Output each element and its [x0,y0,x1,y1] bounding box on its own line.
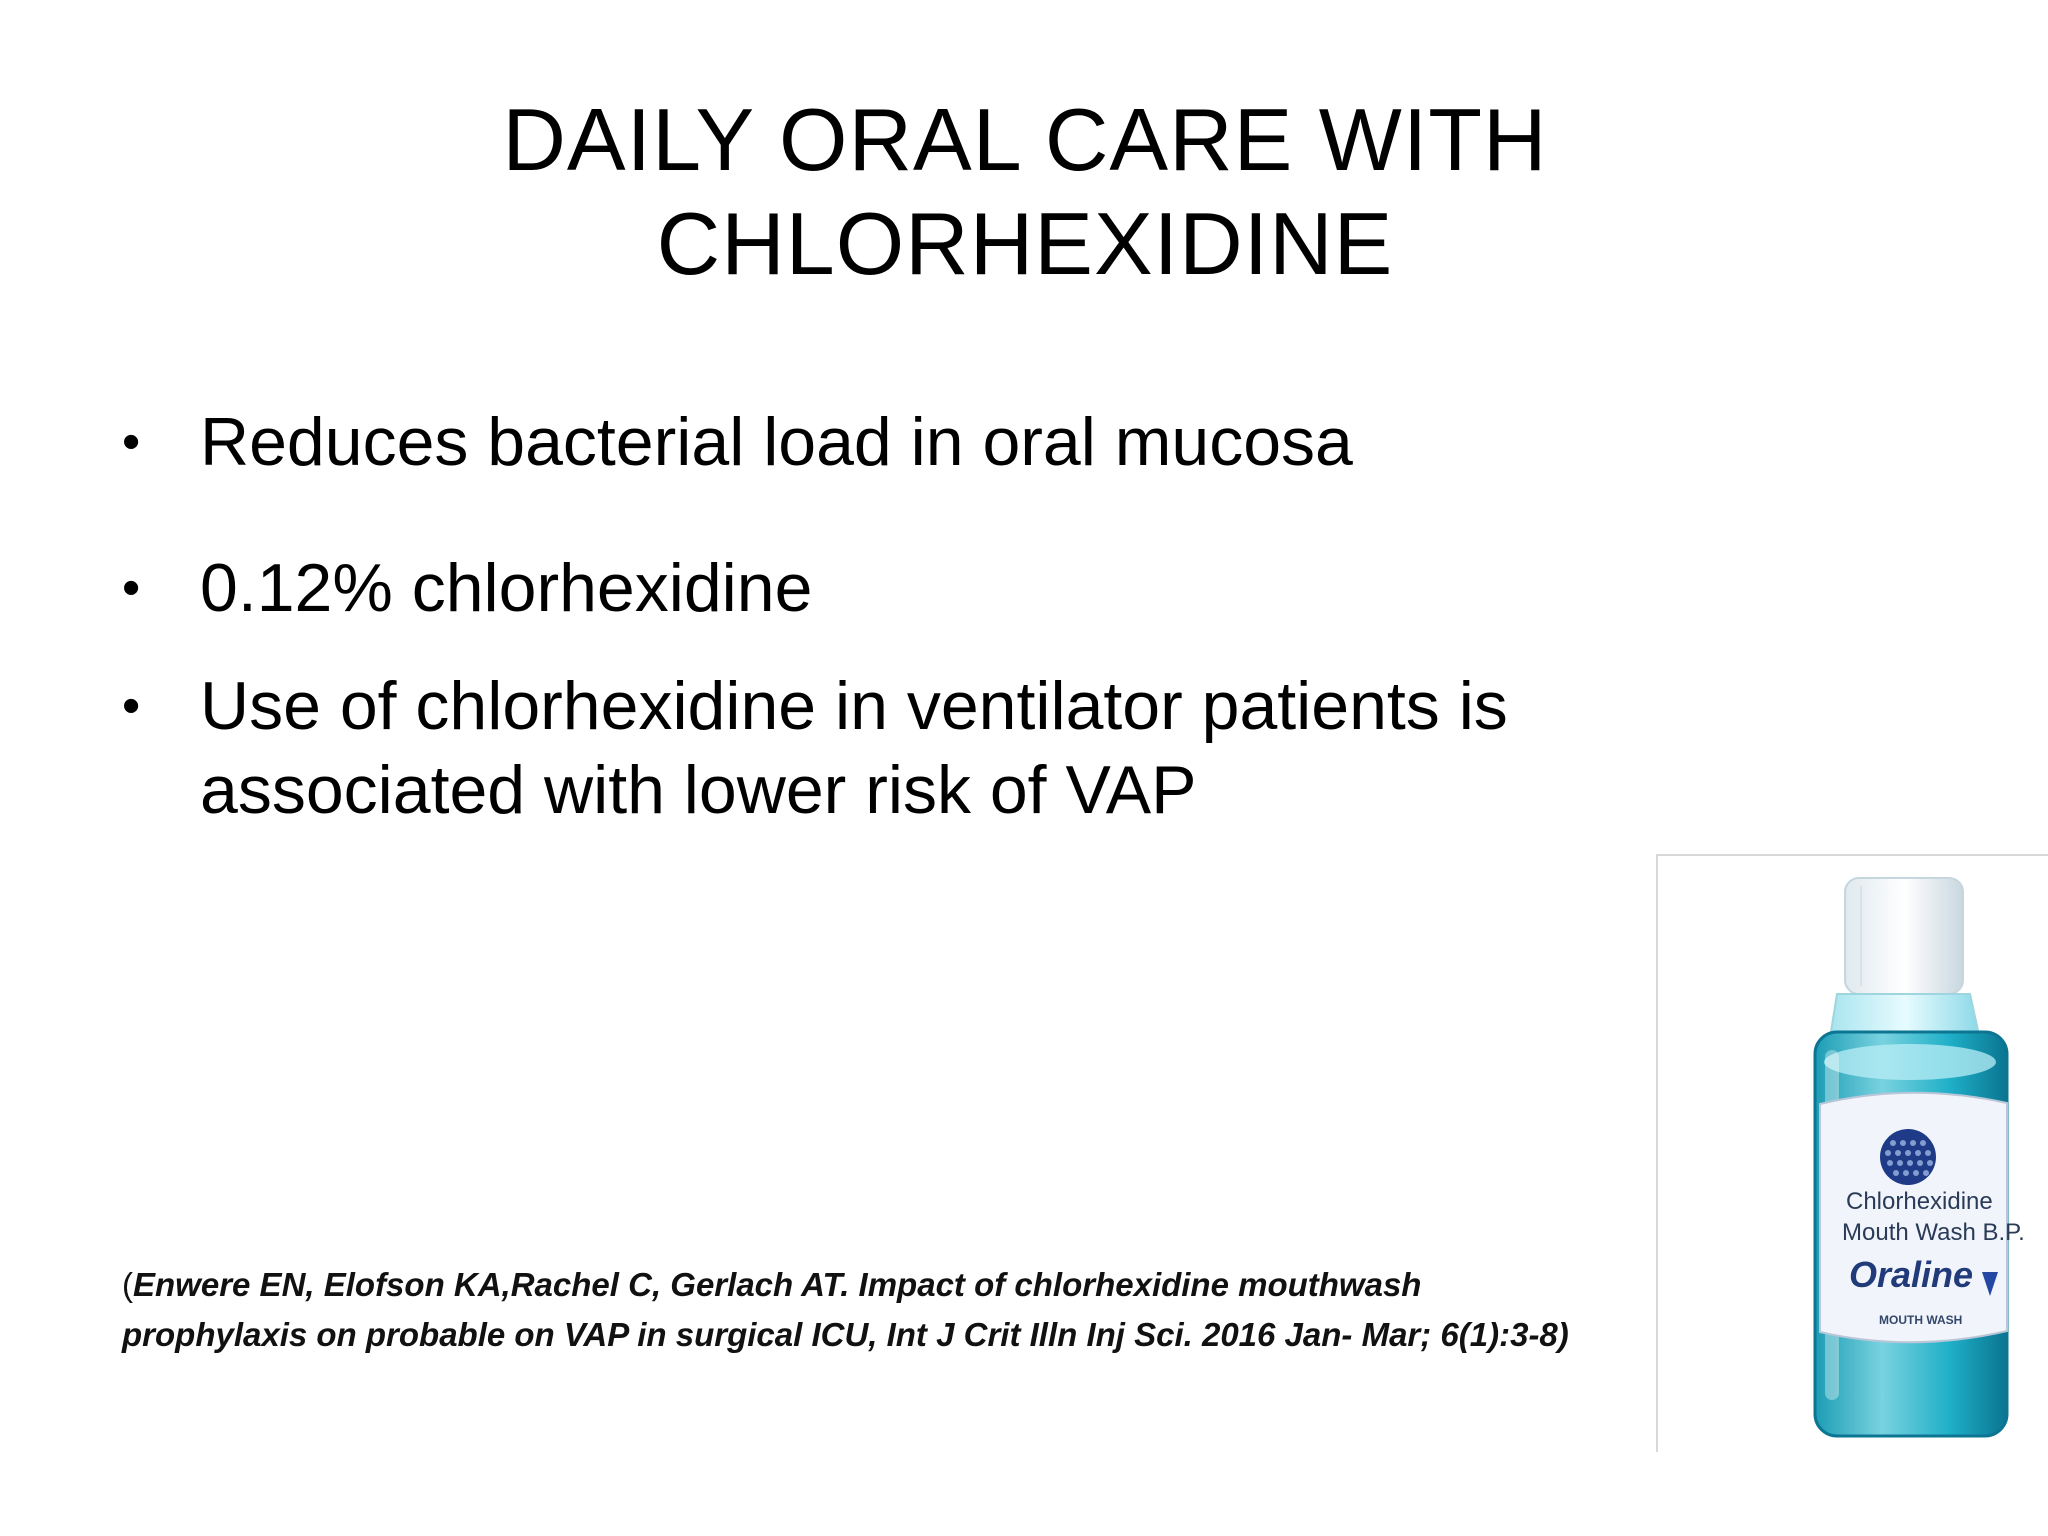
mouthwash-bottle-illustration [1658,856,2048,1454]
bullet-item-reduces-bacterial-load [118,400,1678,484]
bullet-list [118,400,1678,832]
bullet-text: Use of chlorhexidine in ventilator patients is associated with lower risk of VAP [200,668,1508,828]
bottle-label [1820,1093,2025,1343]
citation-line-2: prophylaxis on probable on VAP in surgical ICU, Int J Crit Illn Inj Sci. 2016 Jan- Mar; 6(1):3-8) [122,1316,1569,1353]
label-brand-name: Oraline [1849,1254,1974,1295]
mouthwash-product-image [1656,854,2048,1452]
citation-line-1-text: Enwere EN, Elofson KA,Rachel C, Gerlach AT. Impact of chlorhexidine mouthwash [133,1266,1422,1303]
citation-open-paren: ( [122,1266,133,1303]
citation-line-1 [122,1260,1682,1310]
bullet-text: 0.12% chlorhexidine [200,550,813,626]
label-text-line-2: Mouth Wash B.P. [1842,1219,2025,1246]
slide-title [450,88,1600,296]
title-line-1: DAILY ORAL CARE WITH [502,90,1548,189]
label-subtext: MOUTH WASH [1879,1313,1963,1327]
reference-citation [122,1260,1682,1360]
bottle-cap-icon [1845,878,1963,994]
label-logo-icon [1880,1129,1936,1185]
bullet-item-ventilator-patients [118,664,1678,832]
bullet-marker: • [122,559,141,617]
label-text-line-1: Chlorhexidine [1846,1188,1993,1215]
bullet-text: Reduces bacterial load in oral mucosa [200,404,1353,480]
title-line-2: CHLORHEXIDINE [656,194,1394,293]
bullet-marker: • [122,413,141,471]
bullet-marker: • [122,677,141,735]
bullet-item-chlorhexidine-concentration [118,546,1678,630]
